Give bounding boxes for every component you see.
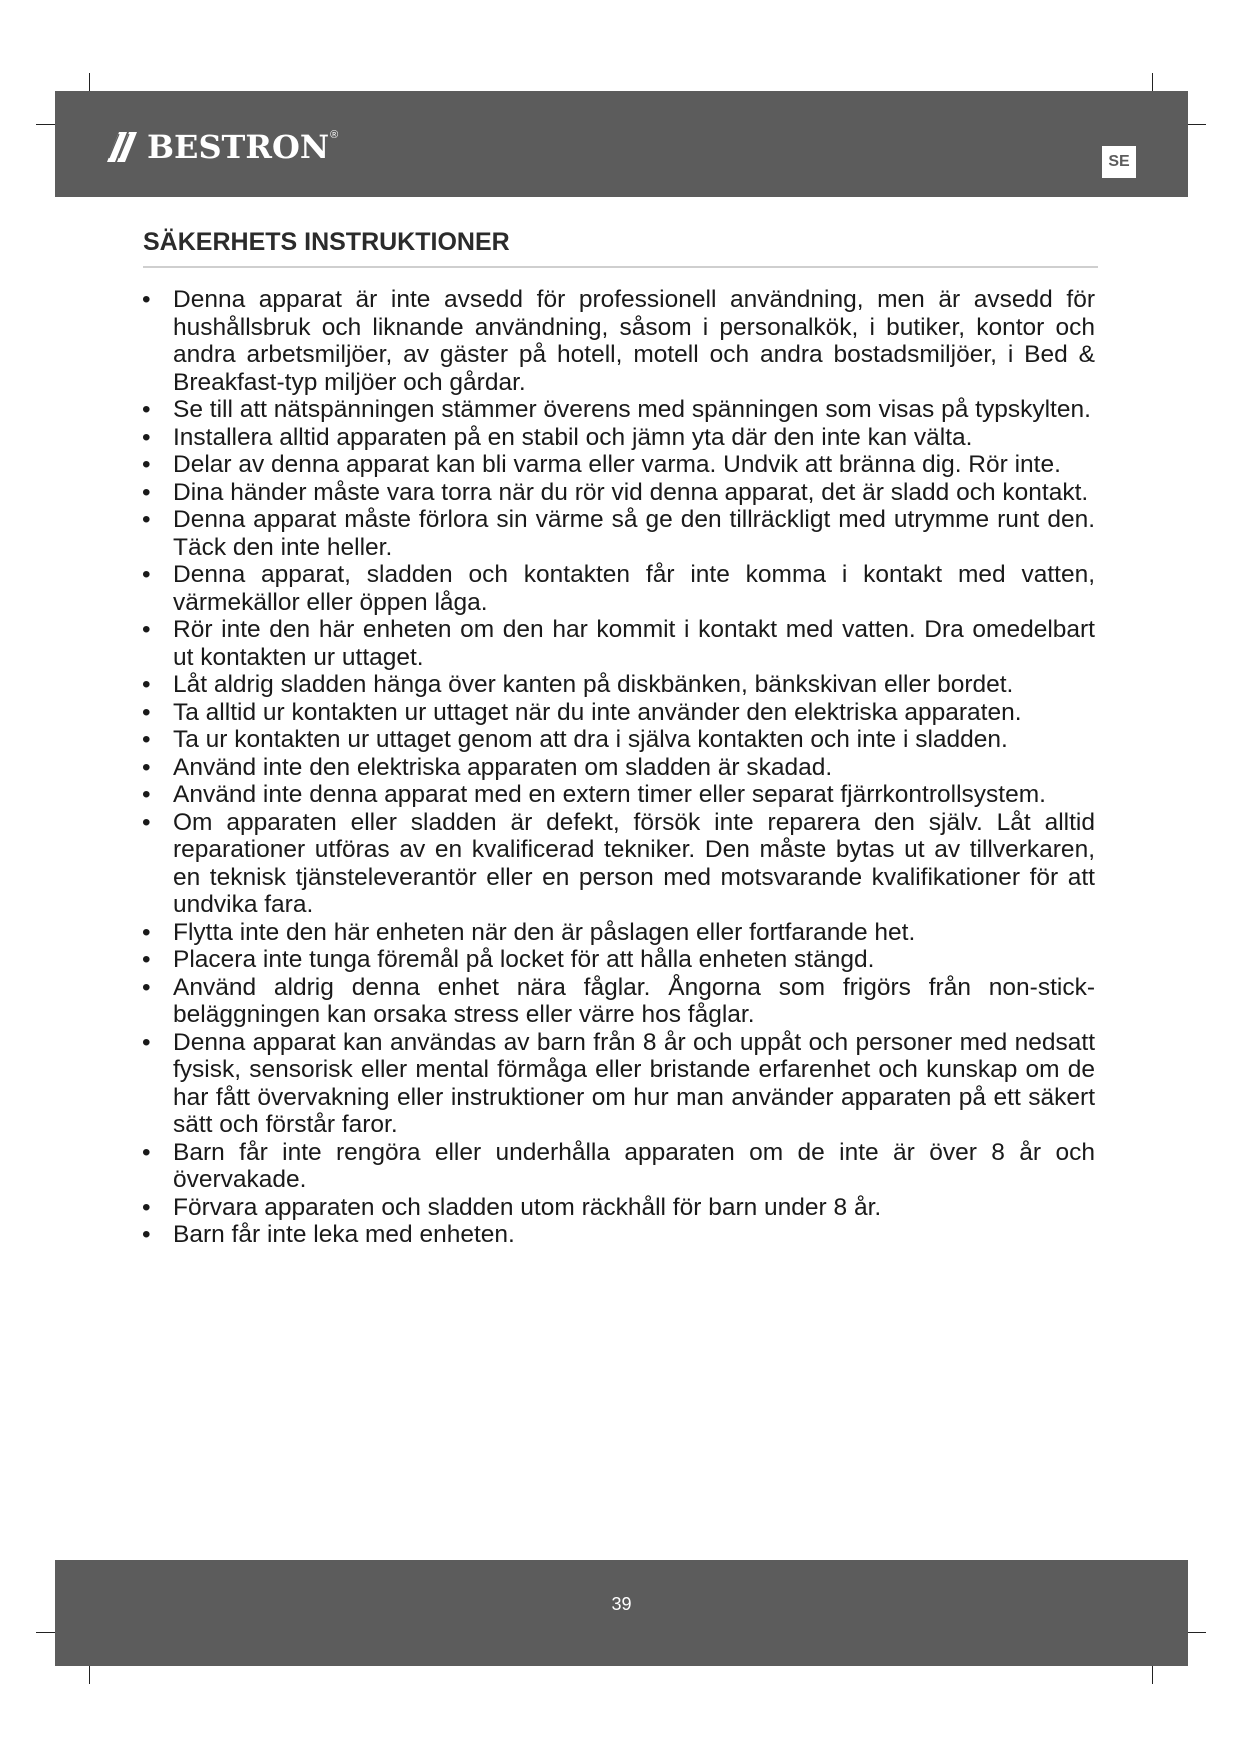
bullet-icon: • xyxy=(142,506,151,533)
bullet-icon: • xyxy=(142,286,151,313)
list-item-text: Delar av denna apparat kan bli varma eller varma. Undvik att bränna dig. Rör inte. xyxy=(173,451,1061,478)
list-item-text: Denna apparat kan användas av barn från 8 år och uppåt och personer med nedsatt fysisk, sensorisk eller mental förmåga eller bristande erfarenhet och kunskap om de har fått övervakning eller instruktioner om hur man använder apparaten på ett säkert sätt och förstår faror. xyxy=(173,1028,1095,1138)
list-item xyxy=(140,726,1095,754)
list-item xyxy=(140,1194,1095,1222)
bullet-icon: • xyxy=(142,1221,151,1248)
header-bar xyxy=(55,91,1188,197)
bullet-icon: • xyxy=(142,973,151,1001)
list-item xyxy=(140,286,1095,396)
bullet-icon: • xyxy=(142,753,151,781)
bullet-icon: • xyxy=(142,918,151,946)
list-item xyxy=(140,451,1095,479)
bullet-icon: • xyxy=(142,946,151,973)
list-item-text: Installera alltid apparaten på en stabil och jämn yta där den inte kan välta. xyxy=(173,423,973,451)
brand-name: BESTRON xyxy=(147,128,330,166)
list-item-text: Använd aldrig denna enhet nära fåglar. Ångorna som frigörs från non-stick-beläggningen kan orsaka stress eller värre hos fåglar. xyxy=(173,973,1095,1028)
page-number: 39 xyxy=(611,1594,632,1614)
bullet-icon: • xyxy=(142,396,151,423)
list-item xyxy=(140,1029,1095,1139)
bullet-icon: • xyxy=(142,781,151,808)
registered-mark: ® xyxy=(330,129,339,141)
list-item xyxy=(140,616,1095,671)
list-item-text: Flytta inte den här enheten när den är påslagen eller fortfarande het. xyxy=(173,918,916,946)
list-item xyxy=(140,974,1095,1029)
list-item xyxy=(140,919,1095,947)
safety-instructions-list xyxy=(140,286,1095,1249)
list-item xyxy=(140,479,1095,507)
bullet-icon: • xyxy=(142,1193,151,1221)
language-badge: SE xyxy=(1102,146,1136,178)
list-item-text: Dina händer måste vara torra när du rör vid denna apparat, det är sladd och kontakt. xyxy=(173,478,1089,506)
list-item-text: Om apparaten eller sladden är defekt, försök inte reparera den själv. Låt alltid reparationer utföras av en kvalificerad tekniker. Den måste bytas ut av tillverkaren, en teknisk tjänsteleverantör eller en person med motsvarande kvalifikationer för att undvika fara. xyxy=(173,808,1095,918)
title-divider xyxy=(143,266,1098,268)
bullet-icon: • xyxy=(142,726,151,753)
brand-logo xyxy=(105,127,338,167)
list-item xyxy=(140,424,1095,452)
section-title: SÄKERHETS INSTRUKTIONER xyxy=(143,228,510,256)
bullet-icon: • xyxy=(142,698,151,726)
list-item xyxy=(140,506,1095,561)
list-item-text: Se till att nätspänningen stämmer överens med spänningen som visas på typskylten. xyxy=(173,396,1091,423)
footer-bar xyxy=(55,1560,1188,1666)
list-item-text: Förvara apparaten och sladden utom räckhåll för barn under 8 år. xyxy=(173,1193,882,1221)
list-item-text: Använd inte denna apparat med en extern timer eller separat fjärrkontrollsystem. xyxy=(173,781,1046,808)
list-item-text: Barn får inte leka med enheten. xyxy=(173,1221,515,1248)
list-item xyxy=(140,809,1095,919)
brand-chevrons-icon xyxy=(105,130,139,164)
list-item xyxy=(140,671,1095,699)
bullet-icon: • xyxy=(142,808,151,836)
bullet-icon: • xyxy=(142,1138,151,1166)
list-item xyxy=(140,396,1095,424)
list-item-text: Ta alltid ur kontakten ur uttaget när du inte använder den elektriska apparaten. xyxy=(173,698,1022,726)
bullet-icon: • xyxy=(142,451,151,478)
list-item-text: Denna apparat måste förlora sin värme så ge den tillräckligt med utrymme runt den. Täck den inte heller. xyxy=(173,506,1095,561)
list-item-text: Rör inte den här enheten om den har kommit i kontakt med vatten. Dra omedelbart ut kontakten ur uttaget. xyxy=(173,616,1095,671)
bullet-icon: • xyxy=(142,423,151,451)
list-item-text: Barn får inte rengöra eller underhålla apparaten om de inte är över 8 år och övervakade. xyxy=(173,1138,1095,1193)
list-item-text: Använd inte den elektriska apparaten om sladden är skadad. xyxy=(173,753,833,781)
bullet-icon: • xyxy=(142,478,151,506)
list-item-text: Ta ur kontakten ur uttaget genom att dra i själva kontakten och inte i sladden. xyxy=(173,726,1008,753)
bullet-icon: • xyxy=(142,616,151,643)
list-item-text: Placera inte tunga föremål på locket för att hålla enheten stängd. xyxy=(173,946,875,973)
list-item xyxy=(140,754,1095,782)
list-item xyxy=(140,946,1095,974)
list-item xyxy=(140,1139,1095,1194)
bullet-icon: • xyxy=(142,1028,151,1056)
list-item-text: Denna apparat är inte avsedd för professionell användning, men är avsedd för hushållsbruk och liknande användning, såsom i personalkök, i butiker, kontor och andra arbetsmiljöer, av gäster på hotell, motell och andra bostadsmiljöer, i Bed & Breakfast-typ miljöer och gårdar. xyxy=(173,286,1095,396)
bullet-icon: • xyxy=(142,561,151,588)
list-item-text: Låt aldrig sladden hänga över kanten på diskbänken, bänkskivan eller bordet. xyxy=(173,671,1014,698)
bullet-icon: • xyxy=(142,671,151,698)
list-item xyxy=(140,699,1095,727)
list-item xyxy=(140,561,1095,616)
list-item-text: Denna apparat, sladden och kontakten får inte komma i kontakt med vatten, värmekällor eller öppen låga. xyxy=(173,561,1095,616)
list-item xyxy=(140,781,1095,809)
list-item xyxy=(140,1221,1095,1249)
